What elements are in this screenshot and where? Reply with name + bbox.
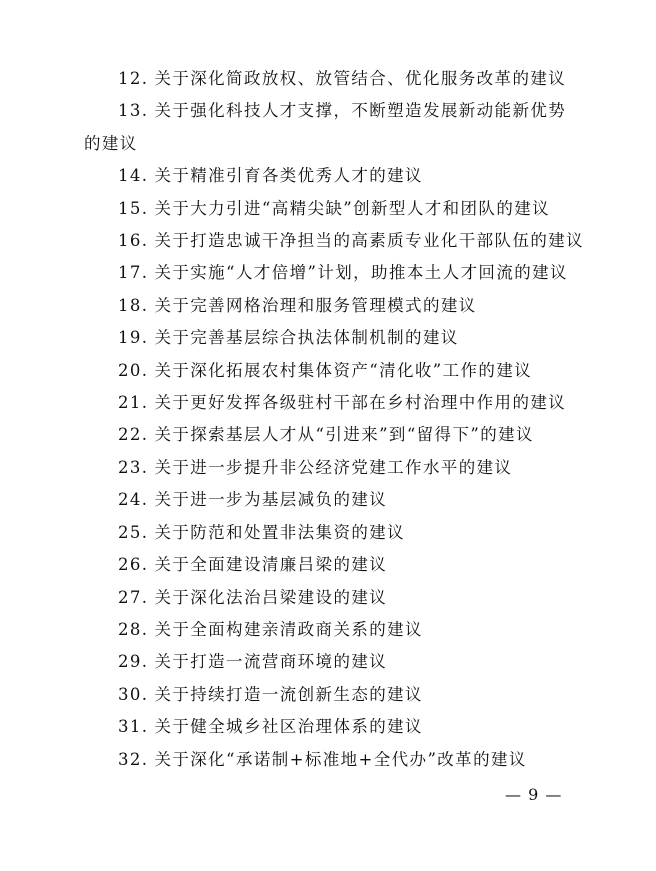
item-number: 25. [118,522,149,542]
list-item [84,614,584,646]
list-item [84,290,584,322]
proposal-list [84,63,584,776]
item-number: 14. [118,166,149,186]
item-text: 关于完善网格治理和服务管理模式的建议 [154,295,477,315]
list-item [84,257,584,289]
item-text: 关于深化法治吕梁建设的建议 [154,587,388,607]
item-number: 30. [118,684,149,704]
item-number: 22. [118,425,149,445]
item-text: 关于深化简政放权、放管结合、优化服务改革的建议 [154,69,567,88]
list-item [84,517,584,549]
item-text-continuation: 的建议 [84,133,138,153]
item-number: 18. [118,295,149,315]
item-number: 28. [118,619,149,639]
item-number: 12. [118,69,149,88]
item-text: 关于防范和处置非法集资的建议 [154,522,406,542]
list-item [84,484,584,516]
item-text: 关于持续打造一流创新生态的建议 [154,684,423,704]
item-text: 关于实施“人才倍增”计划，助推本土人才回流的建议 [154,263,568,283]
item-text: 关于全面建设清廉吕梁的建议 [154,555,388,575]
item-text: 关于打造一流营商环境的建议 [154,652,388,672]
item-text: 关于深化“承诺制+标准地+全代办”改革的建议 [154,749,527,769]
item-text: 关于大力引进“高精尖缺”创新型人才和团队的建议 [154,198,551,218]
item-number: 29. [118,652,149,672]
item-text: 关于精准引育各类优秀人才的建议 [154,166,423,186]
item-number: 27. [118,587,149,607]
item-text: 关于进一步为基层减负的建议 [154,490,388,510]
item-number: 16. [118,231,149,251]
item-number: 24. [118,490,149,510]
list-item [84,582,584,614]
item-number: 17. [118,263,149,283]
list-item [84,419,584,451]
item-text: 关于完善基层综合执法体制机制的建议 [154,328,459,348]
item-number: 32. [118,749,149,769]
item-number: 31. [118,717,149,737]
item-text: 关于更好发挥各级驻村干部在乡村治理中作用的建议 [154,393,567,413]
item-number: 21. [118,393,149,413]
item-text: 关于打造忠诚干净担当的高素质专业化干部队伍的建议 [154,231,585,251]
list-item [84,549,584,581]
item-number: 23. [118,457,149,477]
list-item [84,711,584,743]
list-item [84,646,584,678]
item-number: 26. [118,555,149,575]
item-number: 19. [118,328,149,348]
list-item [84,744,584,776]
list-item [84,452,584,484]
item-text: 关于强化科技人才支撑，不断塑造发展新动能新优势 [154,101,567,121]
list-item [84,160,584,192]
item-text: 关于健全城乡社区治理体系的建议 [154,717,423,737]
list-item [84,355,584,387]
item-text: 关于深化拓展农村集体资产“清化收”工作的建议 [154,360,533,380]
item-number: 15. [118,198,149,218]
page-number: — 9 — [505,785,563,804]
item-text: 关于进一步提升非公经济党建工作水平的建议 [154,457,513,477]
item-number: 13. [118,101,149,121]
item-text: 关于探索基层人才从“引进来”到“留得下”的建议 [154,425,534,445]
list-item [84,95,584,160]
item-text: 关于全面构建亲清政商关系的建议 [154,619,423,639]
list-item [84,193,584,225]
list-item [84,387,584,419]
list-item [84,225,584,257]
list-item [84,679,584,711]
list-item [84,63,584,95]
list-item [84,322,584,354]
item-number: 20. [118,360,149,380]
